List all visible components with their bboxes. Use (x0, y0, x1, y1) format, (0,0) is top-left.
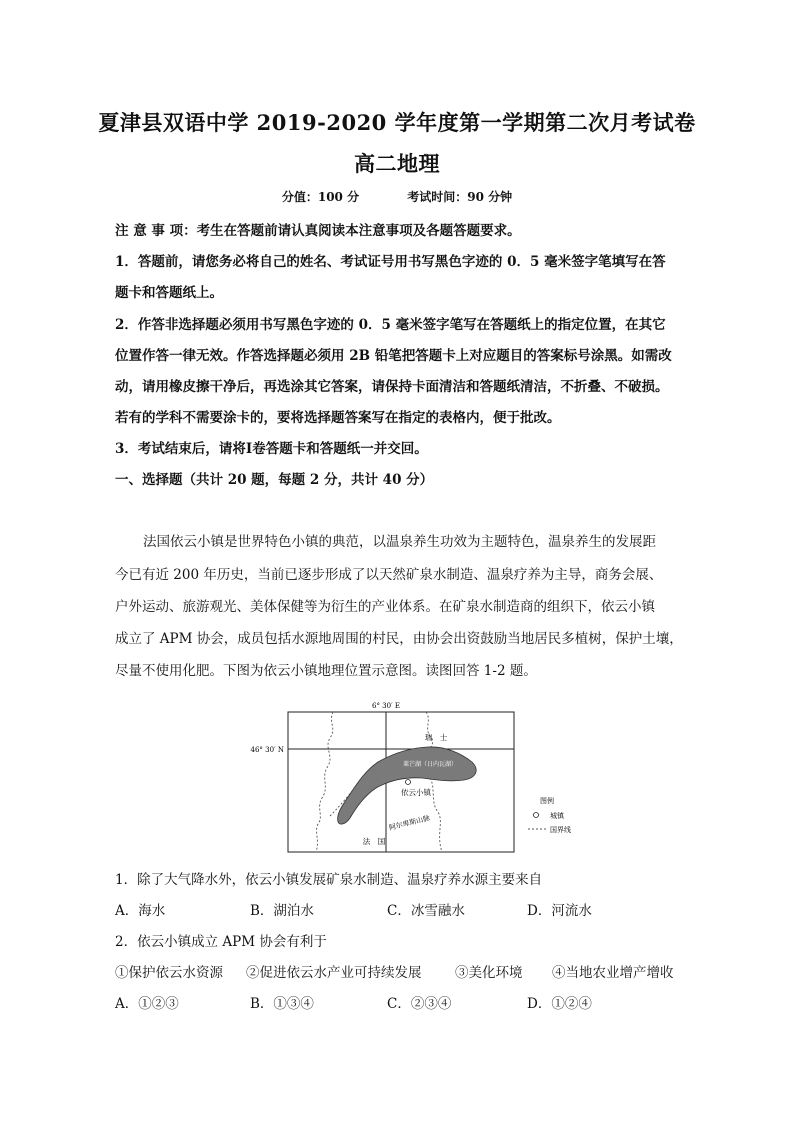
notice-item-3: 3．考试结束后，请将Ⅰ卷答题卡和答题纸一并交回。 (115, 441, 428, 457)
legend-town-icon (534, 813, 539, 818)
notice-item-2-line-2: 位置作答一律无效。作答选择题必须用 2B 铅笔把答题卡上对应题目的答案标号涂黑。如需改 (115, 348, 672, 364)
notice-heading: 注 意 事 项：考生在答题前请认真阅读本注意事项及各题答题要求。 (115, 223, 521, 239)
france-label: 法 国 (362, 837, 386, 846)
q2-statement-1: ①保护依云水资源 (115, 965, 223, 981)
q2-statement-2: ②促进依云水产业可持续发展 (246, 965, 422, 981)
border-line-east (430, 778, 442, 852)
notice-item-2-line-3: 动，请用橡皮擦干净后，再选涂其它答案，请保持卡面清洁和答题纸清洁，不折叠、不破损。 (115, 379, 669, 395)
section-heading: 一、选择题（共计 20 题，每题 2 分，共计 40 分） (115, 472, 434, 488)
exam-meta (0, 188, 794, 205)
passage-line-2: 今已有近 200 年历史，当前已逐步形成了以天然矿泉水制造、温泉疗养为主导，商务会展、 (115, 567, 663, 583)
q2-stem: 2．依云小镇成立 APM 协会有利于 (115, 934, 327, 950)
q2-option-d[interactable]: D．①②④ (527, 996, 592, 1012)
legend-border-label: 国界线 (550, 826, 571, 834)
q2-option-a[interactable]: A．①②③ (115, 996, 179, 1012)
town-label: 依云小镇 (401, 788, 431, 797)
q1-option-d[interactable]: D．河流水 (527, 903, 592, 919)
lake-geneva-shape (338, 747, 477, 824)
q2-option-c[interactable]: C．②③④ (387, 996, 452, 1012)
map-frame (288, 712, 514, 852)
score-label: 分值：100 分 (281, 190, 360, 204)
mountains-label: 阿尔卑斯山脉 (388, 814, 431, 833)
q2-option-b[interactable]: B．①③④ (250, 996, 314, 1012)
passage-line-5: 尽量不使用化肥。下图为依云小镇地理位置示意图。读图回答 1-2 题。 (115, 663, 537, 679)
q2-statement-3: ③美化环境 (455, 965, 523, 981)
notice-item-2-line-1: 2．作答非选择题必须用书写黑色字迹的 0．5 毫米签字笔写在答题纸上的指定位置，在其它 (115, 317, 666, 333)
legend-town-label: 城镇 (550, 812, 564, 820)
notice-item-1-line-1: 1．答题前，请您务必将自己的姓名、考试证号用书写黑色字迹的 0．5 毫米签字笔填写在答 (115, 254, 666, 270)
q1-option-a[interactable]: A．海水 (115, 903, 166, 919)
q1-option-c[interactable]: C．冰雪融水 (387, 903, 465, 919)
q1-stem: 1．除了大气降水外，依云小镇发展矿泉水制造、温泉疗养水源主要来自 (115, 872, 543, 888)
q2-statement-4: ④当地农业增产增收 (552, 965, 674, 981)
lake-label: 莱芒湖（日内瓦湖） (402, 761, 458, 768)
passage-line-3: 户外运动、旅游观光、美体保健等为衍生的产业体系。在矿泉水制造商的组织下，依云小镇 (115, 599, 655, 615)
time-label: 考试时间：90 分钟 (407, 190, 513, 204)
passage-line-4: 成立了 APM 协会，成员包括水源地周围的村民，由协会出资鼓励当地居民多植树，保护土壤， (115, 631, 683, 647)
latitude-label: 46° 30′ N (250, 746, 284, 754)
legend-title: 图例 (540, 797, 554, 805)
notice-item-1-line-2: 题卡和答题纸上。 (115, 285, 223, 301)
longitude-label: 6° 30′ E (371, 702, 401, 710)
exam-title: 夏津县双语中学 2019-2020 学年度第一学期第二次月考试卷 (98, 110, 696, 135)
border-line-west (316, 712, 333, 852)
q1-option-b[interactable]: B．湖泊水 (250, 903, 314, 919)
evian-location-map (240, 698, 585, 860)
evian-town-marker (406, 780, 411, 785)
switzerland-label: 瑞 士 (424, 733, 448, 742)
subject-title: 高二地理 (354, 151, 440, 176)
notice-item-2-line-4: 若有的学科不需要涂卡的，要将选择题答案写在指定的表格内，便于批改。 (115, 410, 561, 426)
passage-line-1: 法国依云小镇是世界特色小镇的典范，以温泉养生功效为主题特色，温泉养生的发展距 (143, 534, 656, 550)
